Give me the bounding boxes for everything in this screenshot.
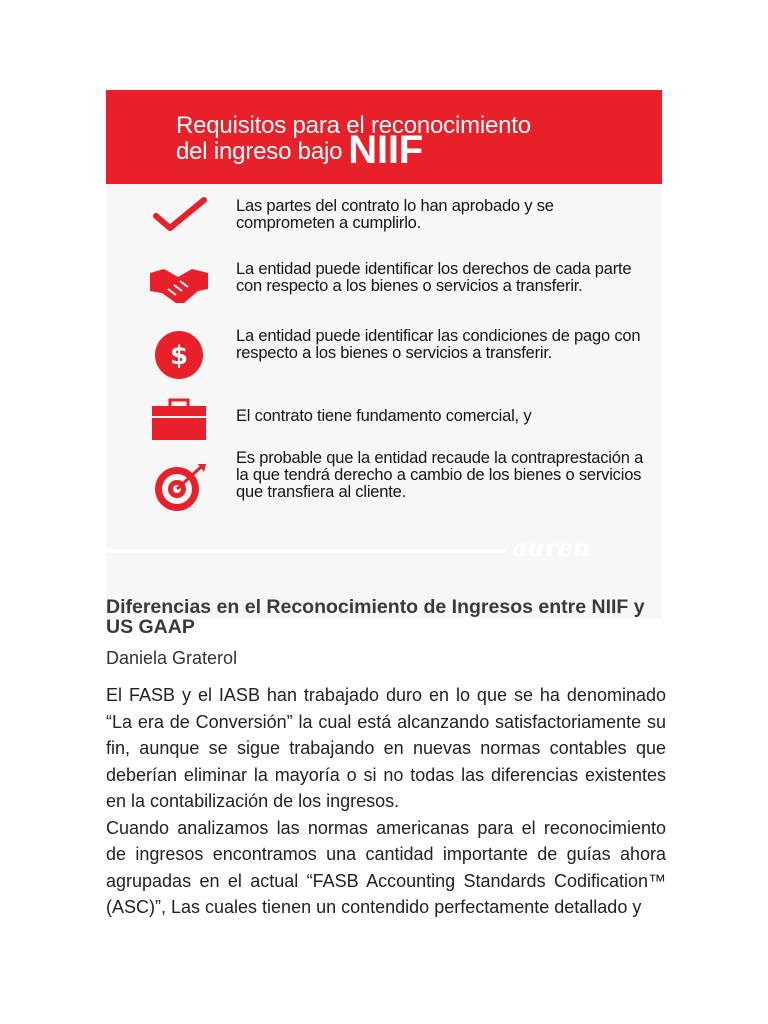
footer-divider — [106, 549, 506, 553]
handshake-icon — [148, 259, 210, 309]
requirement-text: El contrato tiene fundamento comercial, y — [236, 407, 532, 425]
infographic-title — [176, 112, 531, 172]
svg-text:$: $ — [169, 341, 189, 371]
title-line-1: Requisitos para el reconocimiento — [176, 112, 531, 139]
check-icon — [148, 194, 210, 244]
briefcase-icon — [148, 396, 210, 446]
requirement-text: La entidad puede identificar los derechos de cada parte con respecto a los bienes o servicios a transferir. — [236, 260, 632, 295]
article-author: Daniela Graterol — [106, 648, 238, 668]
brand-logo: auren — [512, 533, 591, 562]
requirement-text: La entidad puede identificar las condiciones de pago con respecto a los bienes o servicios a transferir. — [236, 327, 641, 362]
title-highlight: NIIF — [348, 128, 424, 172]
requirement-text: Es probable que la entidad recaude la contraprestación a la que tendrá derecho a cambio de los bienes o servicios que transfiera al cliente. — [236, 449, 644, 501]
article-title: Diferencias en el Reconocimiento de Ingresos entre NIIF y US GAAP — [106, 596, 645, 638]
article-body — [106, 682, 666, 921]
requirement-text: Las partes del contrato lo han aprobado y se comprometen a cumplirlo. — [236, 197, 554, 232]
body-paragraph: El FASB y el IASB han trabajado duro en lo que se ha denominado “La era de Conversión” la cual está alcanzando satisfactoriamente su fin, aunque se sigue trabajando en nuevas normas contables que deberían eliminar la mayoría o si no todas las diferencias existentes en la contabilización de los ingresos. — [106, 685, 666, 811]
title-line-2: del ingreso bajo — [176, 138, 343, 165]
infographic — [106, 90, 662, 580]
dollar-icon — [148, 330, 210, 380]
title-line-2-wrap — [176, 128, 531, 172]
target-icon — [148, 462, 210, 512]
body-paragraph: Cuando analizamos las normas americanas para el reconocimiento de ingresos encontramos una cantidad importante de guías ahora agrupadas en el actual “FASB Accounting Standards Codification™ (ASC)”, Las cuales tienen un contendido perfectamente detallado y — [106, 817, 666, 917]
